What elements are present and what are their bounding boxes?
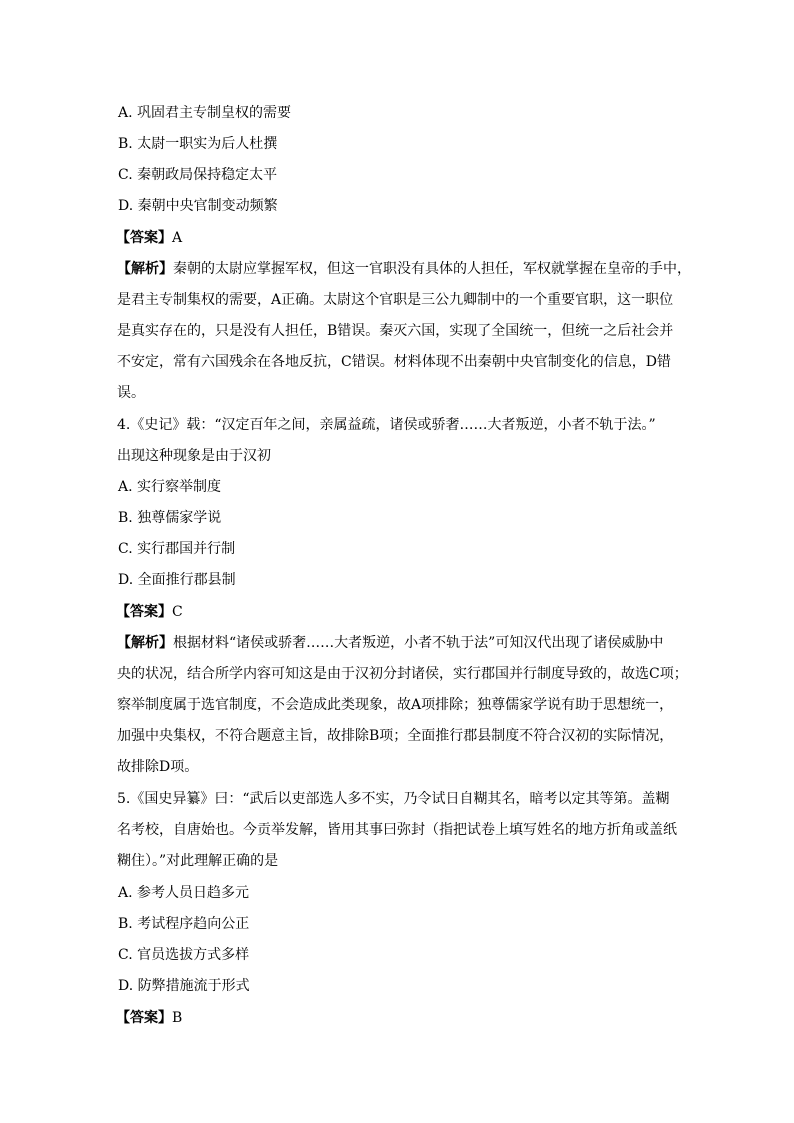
q5-stem-line-2: 名考校，自唐始也。今贡举发解，皆用其事曰弥封（指把试卷上填写姓名的地方折角或盖纸 [117,822,677,838]
q3-analysis-line-3: 是真实存在的，只是没有人担任，B错误。秦灭六国，实现了全国统一，但统一之后社会并 [117,323,674,339]
q5-option-b: B. 考试程序趋向公正 [118,916,250,932]
q4-analysis-text-1: 根据材料“诸侯或骄奢……大者叛逆，小者不轨于法”可知汉代出现了诸侯威胁中 [173,635,664,651]
q4-analysis-line-4: 加强中央集权，不符合题意主旨，故排除B项；全面推行郡县制度不符合汉初的实际情况， [117,728,674,744]
q4-option-a: A. 实行察举制度 [118,479,222,495]
q3-option-b: B. 太尉一职实为后人杜撰 [118,136,278,152]
q3-analysis-line-4: 不安定，常有六国残余在各地反抗，C错误。材料体现不出秦朝中央官制变化的信息，D错 [117,354,671,370]
q4-analysis-line-1 [117,634,687,652]
q5-answer-value: B [172,1010,183,1026]
q4-analysis-line-3: 察举制度属于选官制度，不会造成此类现象，故A项排除；独尊儒家学说有助于思想统一， [117,697,674,713]
q4-stem-line-2: 出现这种现象是由于汉初 [117,448,271,464]
q5-option-d: D. 防弊措施流于形式 [118,978,250,994]
q4-answer-value: C [172,604,183,620]
q3-answer-tag: 【答案】 [116,230,172,246]
q5-answer [116,1009,686,1027]
q5-option-c: C. 官员选拔方式多样 [118,947,250,963]
q4-analysis-tag: 【解析】 [117,635,173,651]
q3-analysis-tag: 【解析】 [117,261,173,277]
q4-option-d: D. 全面推行郡县制 [118,572,236,588]
q4-analysis-line-5: 故排除D项。 [117,759,199,775]
q3-answer [116,229,686,247]
q3-analysis-line-5: 误。 [117,385,145,401]
q3-analysis-line-1 [117,260,691,278]
q4-answer-tag: 【答案】 [116,604,172,620]
q3-option-a: A. 巩固君主专制皇权的需要 [118,105,292,121]
q3-option-c: C. 秦朝政局保持稳定太平 [118,167,278,183]
q5-answer-tag: 【答案】 [116,1010,172,1026]
q3-analysis-line-2: 是君主专制集权的需要，A正确。太尉这个官职是三公九卿制中的一个重要官职，这一职位 [117,292,674,308]
q4-option-b: B. 独尊儒家学说 [118,510,222,526]
q5-stem-line-1: 5.《国史异纂》曰：“武后以吏部选人多不实，乃令试日自糊其名，暗考以定其等第。盖糊 [117,791,670,807]
q4-stem-line-1: 4.《史记》载：“汉定百年之间，亲属益疏，诸侯或骄奢……大者叛逆，小者不轨于法。” [117,417,656,433]
q5-stem-line-3: 糊住）。”对此理解正确的是 [117,853,279,869]
q5-option-a: A. 参考人员日趋多元 [118,885,250,901]
q3-answer-value: A [172,230,183,246]
q4-answer [116,603,686,621]
q4-option-c: C. 实行郡国并行制 [118,541,236,557]
q4-analysis-line-2: 央的状况，结合所学内容可知这是由于汉初分封诸侯，实行郡国并行制度导致的，故选C项； [117,666,688,682]
q3-analysis-text-1: 秦朝的太尉应掌握军权，但这一官职没有具体的人担任，军权就掌握在皇帝的手中， [173,261,691,277]
q3-option-d: D. 秦朝中央官制变动频繁 [118,198,278,214]
